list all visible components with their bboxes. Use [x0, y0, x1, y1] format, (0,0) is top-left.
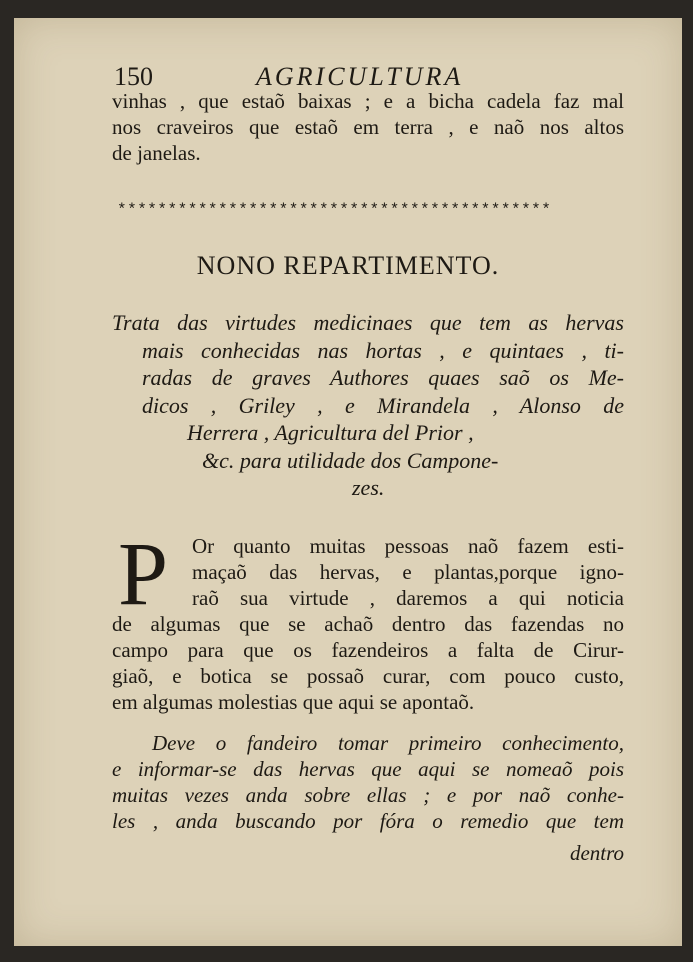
- text-line: de algumas que se achaõ dentro das fazendas no: [112, 612, 624, 636]
- text-line: les , anda buscando por fóra o remedio que tem: [112, 809, 624, 833]
- text-line: nos craveiros que estaõ em terra , e naõ nos altos: [112, 115, 624, 139]
- summary-line: radas de graves Authores quaes saõ os Me-: [142, 365, 624, 390]
- summary-line: &c. para utilidade dos Campone-: [202, 447, 499, 473]
- section-heading: NONO REPARTIMENTO.: [196, 251, 500, 280]
- text-line: raõ sua virtude , daremos a qui noticia: [192, 586, 624, 610]
- text-line: Deve o fandeiro tomar primeiro conhecimento,: [152, 731, 624, 755]
- asterisk-rule: *******************************************: [117, 201, 552, 219]
- summary-line: mais conhecidas nas hortas , e quintaes , ti-: [142, 337, 624, 363]
- section-summary: [112, 309, 624, 502]
- catchword: dentro: [569, 841, 624, 865]
- running-title: AGRICULTURA: [256, 62, 464, 91]
- text-line: giaõ, e botica se possaõ curar, com pouco custo,: [112, 664, 624, 688]
- book-page: [14, 18, 682, 946]
- body-paragraph-2: [112, 730, 624, 834]
- text-line: muitas vezes anda sobre ellas ; e por naõ conhe-: [112, 783, 624, 807]
- text-line: e informar-se das hervas que aqui se nomeaõ pois: [112, 757, 624, 781]
- text-line: campo para que os fazendeiros a falta de Cirur-: [112, 638, 624, 662]
- text-line: em algumas molestias que aqui se apontaõ.: [112, 690, 475, 714]
- summary-line: zes.: [352, 475, 385, 500]
- drop-cap: P: [118, 525, 169, 624]
- text-line: de janelas.: [112, 141, 201, 165]
- summary-line: dicos , Griley , e Mirandela , Alonso de: [142, 392, 624, 418]
- summary-line: Herrera , Agricultura del Prior ,: [187, 420, 474, 445]
- intro-paragraph: [112, 88, 624, 166]
- summary-line: Trata das virtudes medicinaes que tem as hervas: [112, 310, 624, 335]
- page-number: 150: [114, 62, 153, 91]
- text-line: maçaõ das hervas, e plantas,porque igno-: [192, 560, 624, 584]
- body-paragraph: [112, 533, 624, 715]
- text-line: vinhas , que estaõ baixas ; e a bicha cadela faz mal: [112, 89, 624, 113]
- text-line: Or quanto muitas pessoas naõ fazem esti-: [192, 534, 624, 558]
